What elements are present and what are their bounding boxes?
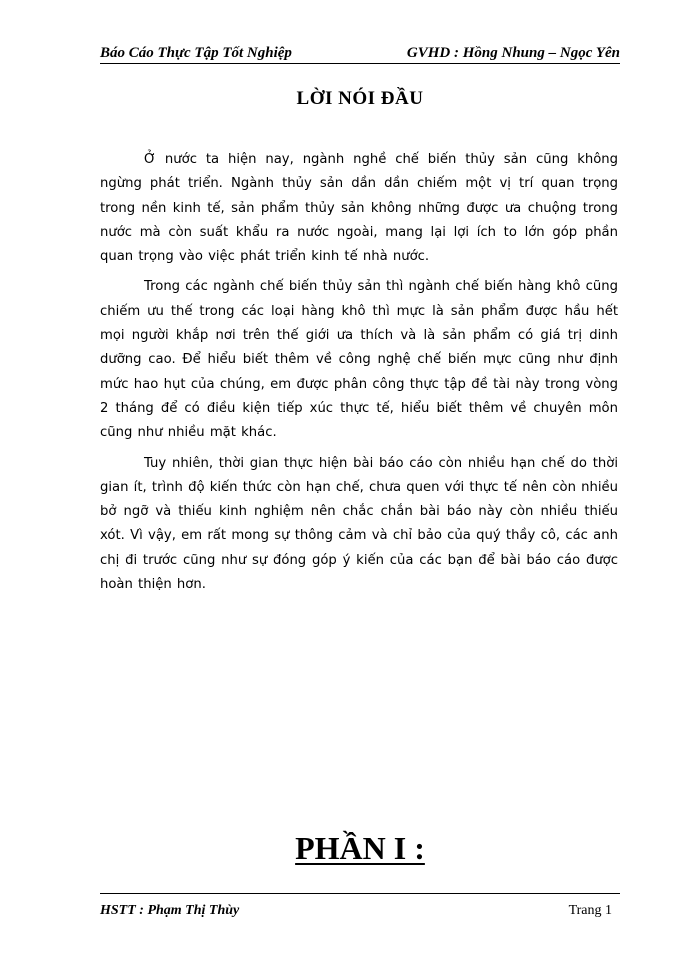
section-heading	[100, 828, 620, 868]
page-title: LỜI NÓI ĐẦU	[296, 88, 424, 109]
supervisor-header: GVHD : Hồng Nhung – Ngọc Yên	[406, 45, 620, 61]
page-header	[100, 44, 620, 64]
paragraph-3: Tuy nhiên, thời gian thực hiện bài báo cáo còn nhiều hạn chế do thời gian ít, trình độ kiến thức còn hạn chế, chưa quen với thực tế nên còn nhiều bở ngỡ và thiếu kinh nghiệm nên chắc chắn bài báo này còn nhiều thiếu xót. Vì vậy, em rất mong sự thông cảm và chỉ bảo của quý thầy cô, các anh chị đi trước cũng như sự đóng góp ý kiến của các bạn để bài báo cáo được hoàn thiện hơn.	[100, 455, 618, 593]
page-footer	[100, 902, 620, 922]
page-number: Trang 1	[568, 903, 612, 918]
paragraph-2: Trong các ngành chế biến thủy sản thì ngành chế biến hàng khô cũng chiếm ưu thế trong các loại hàng khô thì mực là sản phẩm được hầu hết mọi người khắp nơi trên thế giới ưa thích và là sản phẩm có giá trị dinh dưỡng cao. Để hiểu biết thêm về công nghệ chế biến mực cũng như định mức hao hụt của chúng, em được phân công thực tập đề tài này trong vòng 2 tháng để có điều kiện tiếp xúc thực tế, hiểu biết thêm về chuyên môn cũng như nhiều mặt khác.	[100, 279, 618, 441]
footer-divider	[100, 893, 620, 894]
header-divider	[100, 63, 620, 64]
body-text	[100, 148, 618, 603]
student-name-footer: HSTT : Phạm Thị Thùy	[100, 903, 240, 918]
paragraph-1: Ở nước ta hiện nay, ngành nghề chế biến thủy sản cũng không ngừng phát triển. Ngành thủy sản dần dần chiếm một vị trí quan trọng trong nền kinh tế, sản phẩm thủy sản không những được ưa chuộng trong nước mà còn suất khẩu ra nước ngoài, mang lại lợi ích to lớn góp phần quan trọng vào việc phát triển kinh tế nhà nước.	[100, 152, 618, 265]
section-heading-text: PHẦN I :	[295, 830, 425, 866]
report-title-header: Báo Cáo Thực Tập Tốt Nghiệp	[100, 45, 292, 61]
